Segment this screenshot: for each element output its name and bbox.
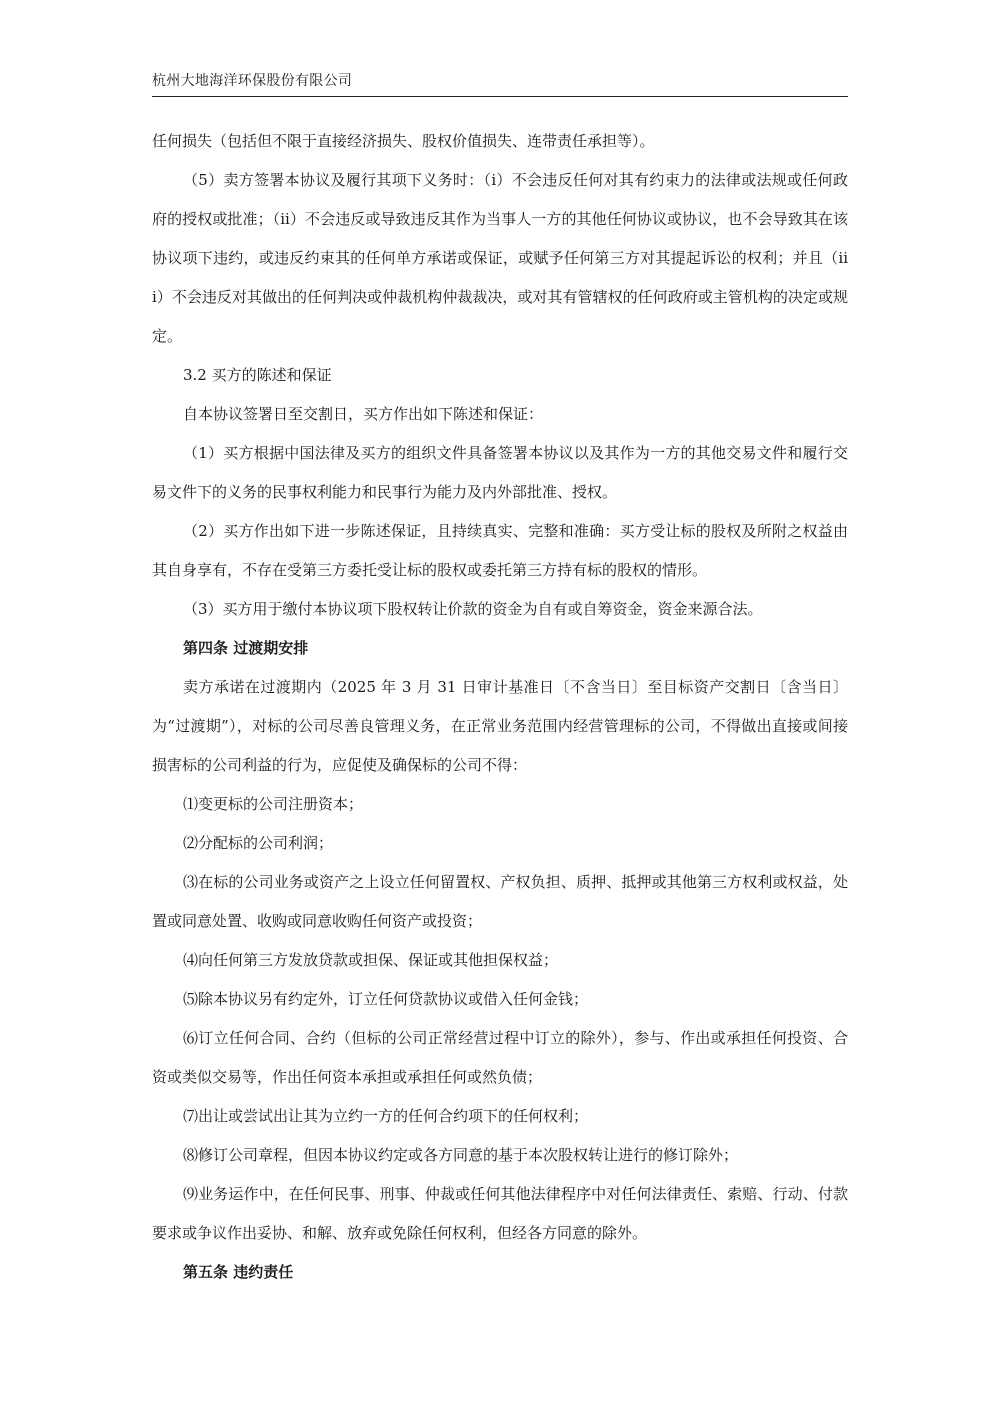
article-heading: 第四条 过渡期安排 — [183, 639, 309, 657]
list-item: ⑻修订公司章程，但因本协议约定或各方同意的基于本次股权转让进行的修订除外； — [183, 1146, 739, 1164]
list-item: ⑷向任何第三方发放贷款或担保、保证或其他担保权益； — [183, 951, 559, 969]
paragraph: （1）买方根据中国法律及买方的组织文件具备签署本协议以及其作为一方的其他交易文件和履行交易文件下的义务的民事权利能力和民事行为能力及内外部批准、授权。 — [152, 444, 848, 501]
paragraph: 任何损失（包括但不限于直接经济损失、股权价值损失、连带责任承担等）。 — [152, 132, 655, 150]
list-item: ⑴变更标的公司注册资本； — [183, 795, 364, 813]
list-item: ⑵分配标的公司利润； — [183, 834, 334, 852]
list-item: ⑼业务运作中，在任何民事、刑事、仲裁或任何其他法律程序中对任何法律责任、索赔、行动、付款要求或争议作出妥协、和解、放弃或免除任何权利，但经各方同意的除外。 — [152, 1185, 848, 1242]
paragraph: （2）买方作出如下进一步陈述保证，且持续真实、完整和准确：买方受让标的股权及所附之权益由其自身享有，不存在受第三方委托受让标的股权或委托第三方持有标的股权的情形。 — [152, 522, 848, 579]
list-item: ⑹订立任何合同、合约（但标的公司正常经营过程中订立的除外），参与、作出或承担任何投资、合资或类似交易等，作出任何资本承担或承担任何或然负债； — [152, 1029, 848, 1086]
article-heading: 第五条 违约责任 — [183, 1263, 294, 1281]
paragraph: （5）卖方签署本协议及履行其项下义务时：（i）不会违反任何对其有约束力的法律或法规或任何政府的授权或批准；（ii）不会违反或导致违反其作为当事人一方的其他任何协议或协议，也不会导致其在该协议项下违约，或违反约束其的任何单方承诺或保证，或赋予任何第三方对其提起诉讼的权利；并且（iii）不会违反对其做出的任何判决或仲裁机构仲裁裁决，或对其有管辖权的任何政府或主管机构的决定或规定。 — [152, 171, 848, 345]
list-item: ⑶在标的公司业务或资产之上设立任何留置权、产权负担、质押、抵押或其他第三方权利或权益，处置或同意处置、收购或同意收购任何资产或投资； — [152, 873, 848, 930]
list-item: ⑺出让或尝试出让其为立约一方的任何合约项下的任何权利； — [183, 1107, 589, 1125]
section-subtitle: 3.2 买方的陈述和保证 — [183, 366, 332, 384]
paragraph: （3）买方用于缴付本协议项下股权转让价款的资金为自有或自筹资金，资金来源合法。 — [183, 600, 763, 618]
list-item: ⑸除本协议另有约定外，订立任何贷款协议或借入任何金钱； — [183, 990, 589, 1008]
page-header — [152, 70, 848, 97]
company-name: 杭州大地海洋环保股份有限公司 — [152, 73, 353, 89]
paragraph: 自本协议签署日至交割日，买方作出如下陈述和保证： — [183, 405, 544, 423]
paragraph: 卖方承诺在过渡期内（2025 年 3 月 31 日审计基准日〔不含当日〕至目标资产交割日〔含当日〕为“过渡期”），对标的公司尽善良管理义务，在正常业务范围内经营管理标的公司，不得做出直接或间接损害标的公司利益的行为，应促使及确保标的公司不得： — [152, 678, 848, 774]
document-body — [152, 122, 848, 1292]
